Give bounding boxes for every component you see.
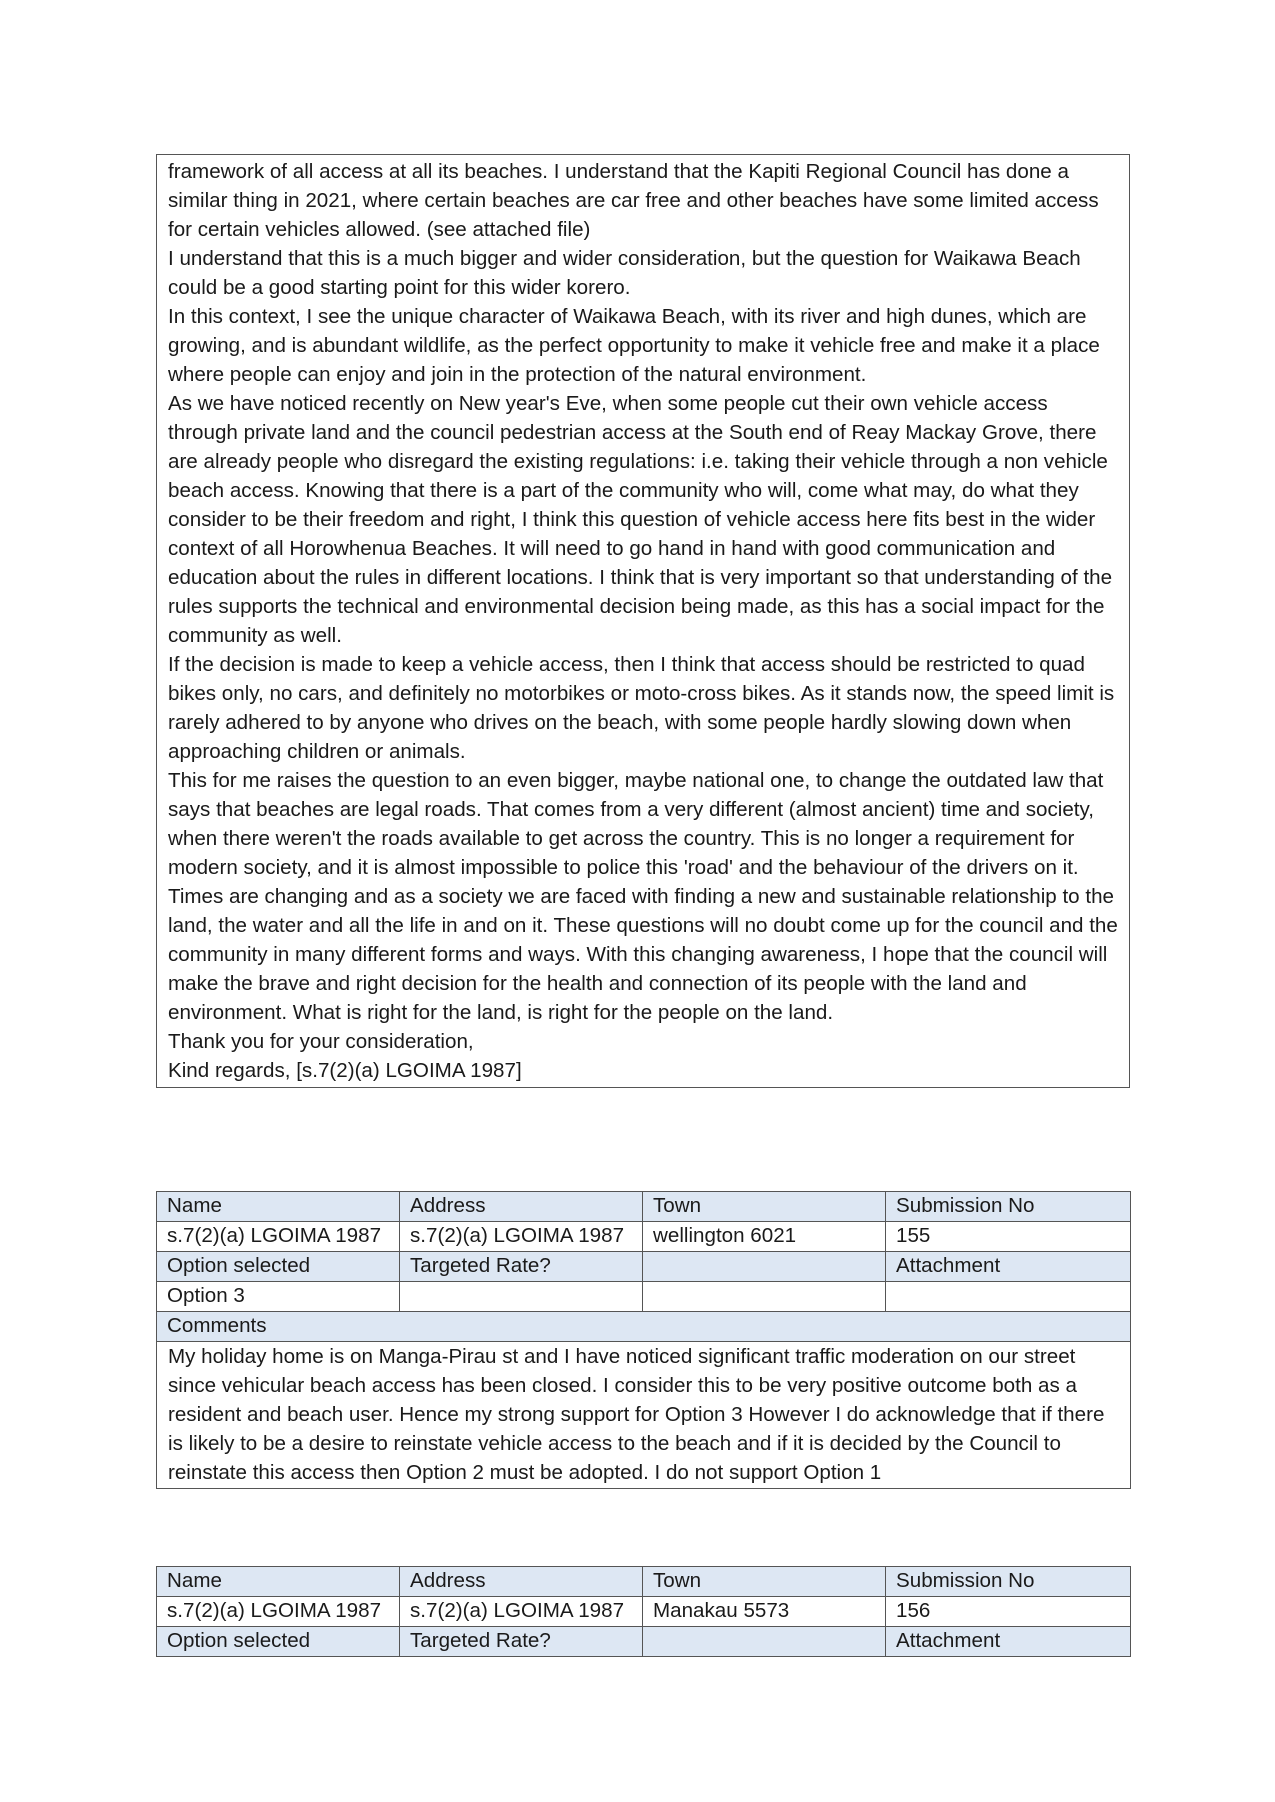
submission-table-156 xyxy=(156,1566,1131,1657)
name-value: s.7(2)(a) LGOIMA 1987 xyxy=(157,1597,400,1627)
address-value: s.7(2)(a) LGOIMA 1987 xyxy=(400,1222,643,1252)
comments-row xyxy=(157,1342,1131,1489)
name-label: Name xyxy=(157,1567,400,1597)
submission-no-label: Submission No xyxy=(886,1192,1131,1222)
empty-header-cell xyxy=(643,1252,886,1282)
option-selected-label: Option selected xyxy=(157,1627,400,1657)
paragraph: I understand that this is a much bigger and wider consideration, but the question for Waikawa Beach could be a good starting point for this wider korero. xyxy=(168,247,1081,299)
submission-no-value: 155 xyxy=(886,1222,1131,1252)
closing-regards: Kind regards, [s.7(2)(a) LGOIMA 1987] xyxy=(168,1059,522,1082)
option-selected-label: Option selected xyxy=(157,1252,400,1282)
address-value: s.7(2)(a) LGOIMA 1987 xyxy=(400,1597,643,1627)
submission-text-continued xyxy=(156,154,1130,1088)
paragraph: This for me raises the question to an even bigger, maybe national one, to change the outdated law that says that beaches are legal roads. That comes from a very different (almost ancient) time and society, when there weren't the roads available to get across the country. This is no longer a requirement for modern society, and it is almost impossible to police this 'road' and the behaviour of the drivers on it. xyxy=(168,769,1104,879)
paragraph: In this context, I see the unique character of Waikawa Beach, with its river and high dunes, which are growing, and is abundant wildlife, as the perfect opportunity to make it vehicle free and make it a place where people can enjoy and join in the protection of the natural environment. xyxy=(168,305,1100,386)
attachment-label: Attachment xyxy=(886,1252,1131,1282)
options-header-row xyxy=(157,1252,1131,1282)
empty-cell xyxy=(643,1282,886,1312)
option-value: Option 3 xyxy=(157,1282,400,1312)
header-row xyxy=(157,1567,1131,1597)
submission-no-label: Submission No xyxy=(886,1567,1131,1597)
paragraph: framework of all access at all its beaches. I understand that the Kapiti Regional Council has done a similar thing in 2021, where certain beaches are car free and other beaches have some limited access for certain vehicles allowed. (see attached file) xyxy=(168,160,1099,241)
options-row xyxy=(157,1282,1131,1312)
paragraph: Times are changing and as a society we are faced with finding a new and sustainable relationship to the land, the water and all the life in and on it. These questions will no doubt come up for the council and the community in many different forms and ways. With this changing awareness, I hope that the council will make the brave and right decision for the health and connection of its people with the land and environment. What is right for the land, is right for the people on the land. xyxy=(168,885,1118,1024)
town-label: Town xyxy=(643,1567,886,1597)
address-label: Address xyxy=(400,1567,643,1597)
paragraph: As we have noticed recently on New year's Eve, when some people cut their own vehicle access through private land and the council pedestrian access at the South end of Reay Mackay Grove, there are already people who disregard the existing regulations: i.e. taking their vehicle through a non vehicle beach access. Knowing that there is a part of the community who will, come what may, do what they consider to be their freedom and right, I think this question of vehicle access here fits best in the wider context of all Horowhenua Beaches. It will need to go hand in hand with good communication and education about the rules in different locations. I think that is very important so that understanding of the rules supports the technical and environmental decision being made, as this has a social impact for the community as well. xyxy=(168,392,1113,647)
options-header-row xyxy=(157,1627,1131,1657)
name-value: s.7(2)(a) LGOIMA 1987 xyxy=(157,1222,400,1252)
comments-header-row xyxy=(157,1312,1131,1342)
paragraph: If the decision is made to keep a vehicle access, then I think that access should be restricted to quad bikes only, no cars, and definitely no motorbikes or moto-cross bikes. As it stands now, the speed limit is rarely adhered to by anyone who drives on the beach, with some people hardly slowing down when approaching children or animals. xyxy=(168,653,1115,763)
submission-no-value: 156 xyxy=(886,1597,1131,1627)
name-label: Name xyxy=(157,1192,400,1222)
details-row xyxy=(157,1597,1131,1627)
targeted-rate-label: Targeted Rate? xyxy=(400,1252,643,1282)
town-value: Manakau 5573 xyxy=(643,1597,886,1627)
comments-label: Comments xyxy=(157,1312,1131,1342)
targeted-rate-value xyxy=(400,1282,643,1312)
address-label: Address xyxy=(400,1192,643,1222)
closing-thanks: Thank you for your consideration, xyxy=(168,1030,474,1053)
attachment-label: Attachment xyxy=(886,1627,1131,1657)
header-row xyxy=(157,1192,1131,1222)
details-row xyxy=(157,1222,1131,1252)
town-label: Town xyxy=(643,1192,886,1222)
attachment-value xyxy=(886,1282,1131,1312)
empty-header-cell xyxy=(643,1627,886,1657)
comment-text: My holiday home is on Manga-Pirau st and I have noticed significant traffic moderation on our street since vehicular beach access has been closed. I consider this to be very positive outcome both as a resident and beach user. Hence my strong support for Option 3 However I do acknowledge that if there is likely to be a desire to reinstate vehicle access to the beach and if it is decided by the Council to reinstate this access then Option 2 must be adopted. I do not support Option 1 xyxy=(157,1342,1131,1489)
targeted-rate-label: Targeted Rate? xyxy=(400,1627,643,1657)
submission-table-155 xyxy=(156,1191,1131,1489)
town-value: wellington 6021 xyxy=(643,1222,886,1252)
